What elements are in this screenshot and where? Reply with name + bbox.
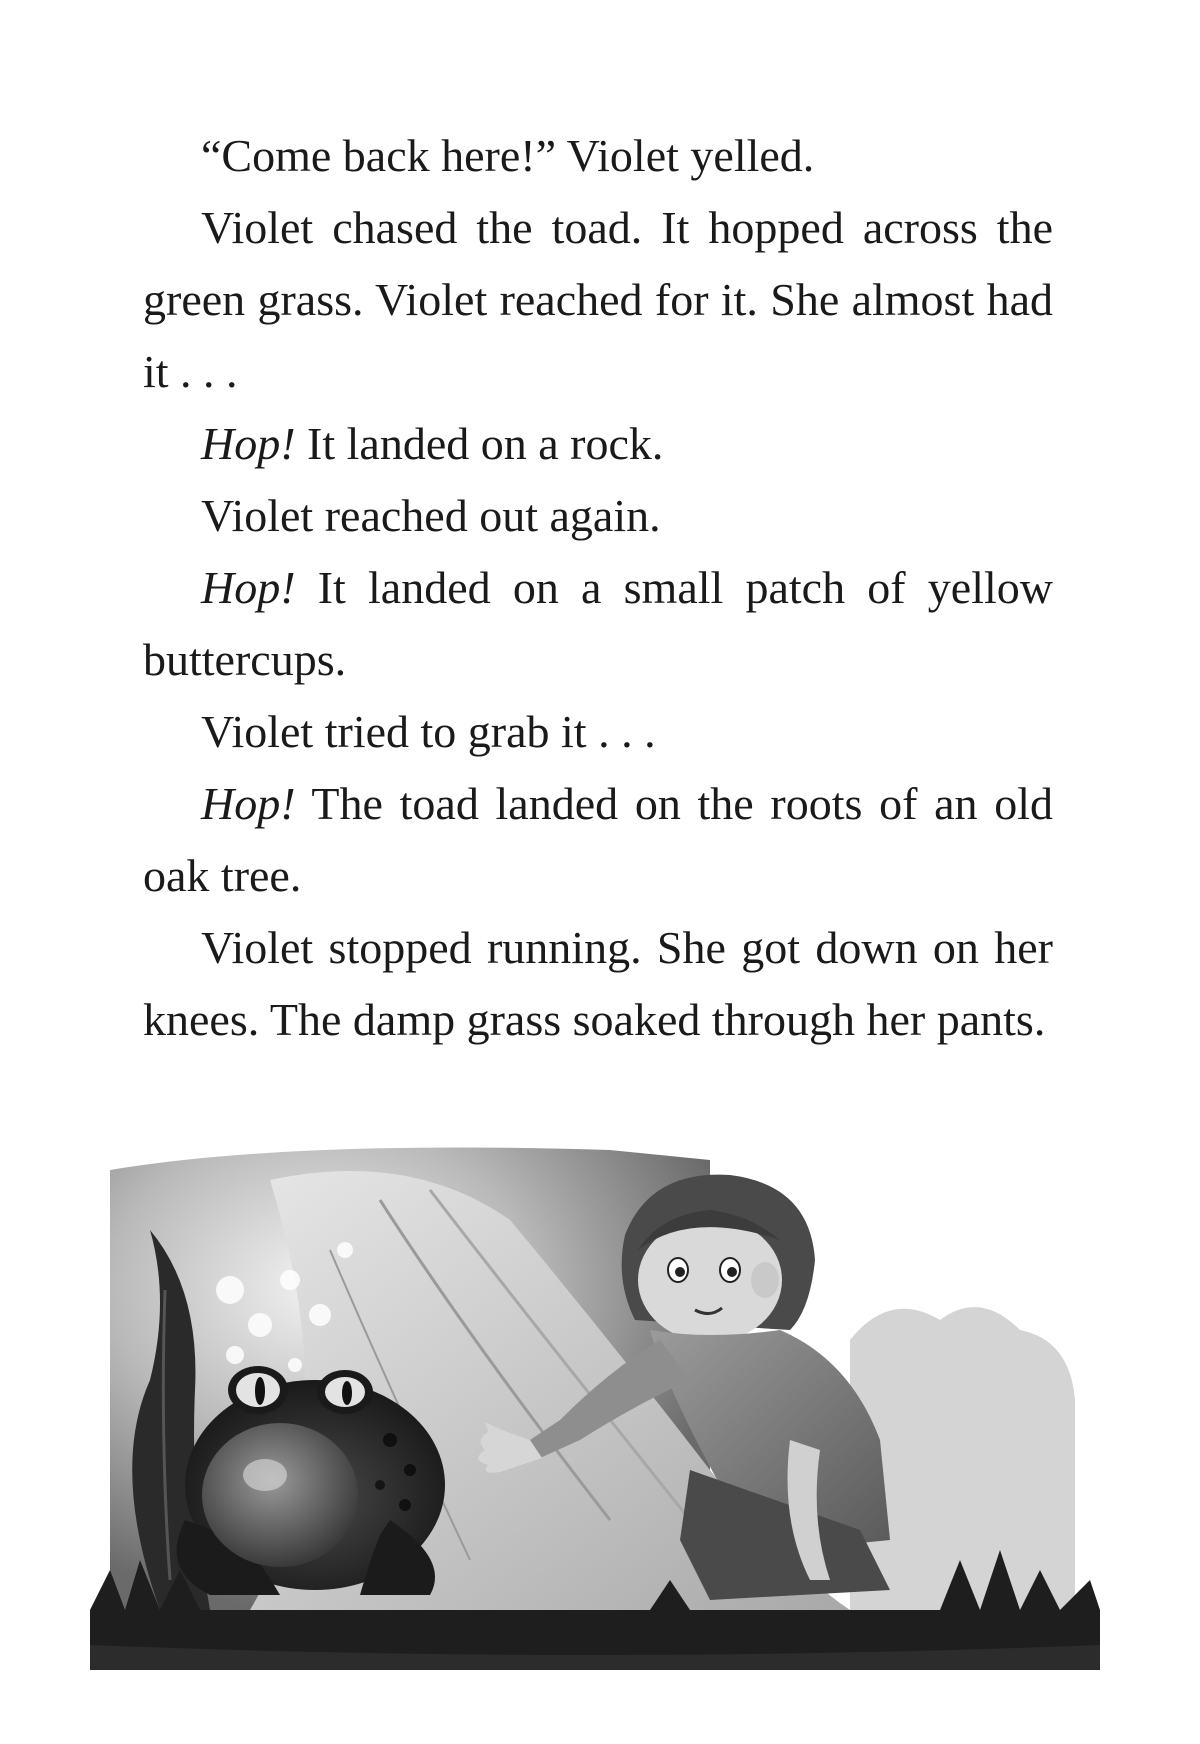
paragraph-5: [143, 552, 1053, 696]
paragraph-2-text: Violet chased the toad. It hopped across the green grass. Violet reached for it. She almost had it . . .: [143, 202, 1053, 397]
paragraph-6-text: Violet tried to grab it . . .: [201, 706, 656, 757]
paragraph-3-italic: Hop!: [201, 418, 296, 469]
paragraph-1-text: “Come back here!” Violet yelled.: [201, 130, 815, 181]
paragraph-7-italic: Hop!: [201, 778, 296, 829]
paragraph-4: [143, 480, 1053, 552]
paragraph-4-text: Violet reached out again.: [201, 490, 661, 541]
paragraph-5-italic: Hop!: [201, 562, 296, 613]
bush-right: [850, 1307, 1075, 1610]
paragraph-8: [143, 912, 1053, 1056]
paragraph-1: [143, 120, 1053, 192]
paragraph-7-text: The toad landed on the roots of an old oak tree.: [143, 778, 1053, 901]
paragraph-6: [143, 696, 1053, 768]
paragraph-2: [143, 192, 1053, 408]
toad-and-girl-illustration: [90, 1140, 1100, 1700]
paragraph-3: [143, 408, 1053, 480]
story-text: [143, 120, 1053, 1056]
illustration-svg: [90, 1140, 1100, 1700]
paragraph-7: [143, 768, 1053, 912]
paragraph-5-text: It landed on a small patch of yellow buttercups.: [143, 562, 1053, 685]
paragraph-8-text: Violet stopped running. She got down on her knees. The damp grass soaked through her pants.: [143, 922, 1053, 1045]
paragraph-3-text: It landed on a rock.: [295, 418, 664, 469]
